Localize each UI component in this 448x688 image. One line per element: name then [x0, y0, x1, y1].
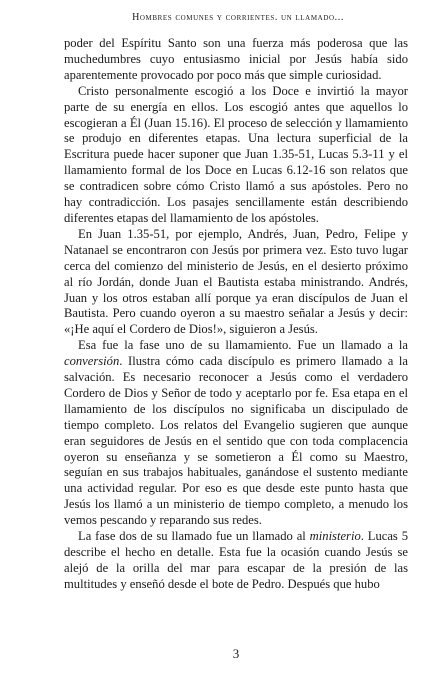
paragraph-fase-dos	[64, 529, 408, 593]
paragraph-fase-uno-text-start: Esa fue la fase uno de su llamamiento. Fue un llamado a la	[78, 338, 408, 353]
paragraph-fase-dos-text-start: La fase dos de su llamado fue un llamado al	[78, 529, 310, 544]
running-head: Hombres comunes y corrientes. un llamado...	[132, 12, 344, 23]
body-text	[64, 36, 408, 593]
emphasis-conversion: conversión	[64, 354, 120, 369]
page-number: 3	[232, 646, 240, 661]
emphasis-ministerio: ministerio	[309, 529, 361, 544]
paragraph-cristo-escogio: Cristo personalmente escogió a los Doce e invirtió la mayor parte de su energía en ellos. Los escogió antes que aquellos lo escogieran a Él (Juan 15.16). El proceso de selección y llamamiento se produjo en diferentes etapas. Una lectura superficial de la Escritura puede hacer suponer que Juan 1.35-51, Lucas 5.3-11 y el llamamiento formal de los Doce en Lucas 6.12-16 son relatos que se contradicen sobre cómo Cristo llamó a sus apóstoles. Pero no hay contradicción. Los pasajes sencillamente están describiendo diferentes etapas del llamamiento de los apóstoles.	[64, 83, 408, 225]
paragraph-fase-uno	[64, 338, 408, 529]
paragraph-juan-1-35-51: En Juan 1.35-51, por ejemplo, Andrés, Juan, Pedro, Felipe y Natanael se encontraron con Jesús por primera vez. Esto tuvo lugar cerca del comienzo del ministerio de Jesús, en el desierto próximo al río Jordán, donde Juan el Bautista estaba ministrando. Andrés, Juan y los otros estaban allí porque ya eran discípulos de Juan el Bautista. Pero cuando oyeron a su maestro señalar a Jesús y decir: «¡He aquí el Cordero de Dios!», siguieron a Jesús.	[64, 226, 408, 337]
paragraph-continuation: poder del Espíritu Santo son una fuerza más poderosa que las muchedumbres cuyo entusiasmo inicial por Jesús había sido aparentemente provocado por poco más que simple curiosidad.	[64, 36, 408, 82]
paragraph-fase-uno-text-end: . Ilustra cómo cada discípulo es primero llamado a la salvación. Es necesario reconocer a Jesús como el verdadero Cordero de Dios y Señor de todo y aceptarlo por fe. Esa etapa en el llamamiento de los discípulos no significaba un discipulado de tiempo completo. Los relatos del Evangelio sugieren que aunque eran seguidores de Jesús en el sentido que con toda complacencia oyeron su enseñanza y se sometieron a Él como su Maestro, seguían en sus trabajos habituales, ganándose el sustento mediante una actividad regular. Por eso es que desde este punto hasta que Jesús los llamó a un ministerio de tiempo completo, a menudo los vemos pescando y reparando sus redes.	[64, 354, 408, 528]
paragraph-fase-dos-text-end: . Lucas 5 describe el hecho en detalle. Esta fue la ocasión cuando Jesús se alejó de la orilla del mar para escapar de la presión de las multitudes y enseñó desde el bote de Pedro. Después que hubo	[64, 529, 408, 591]
